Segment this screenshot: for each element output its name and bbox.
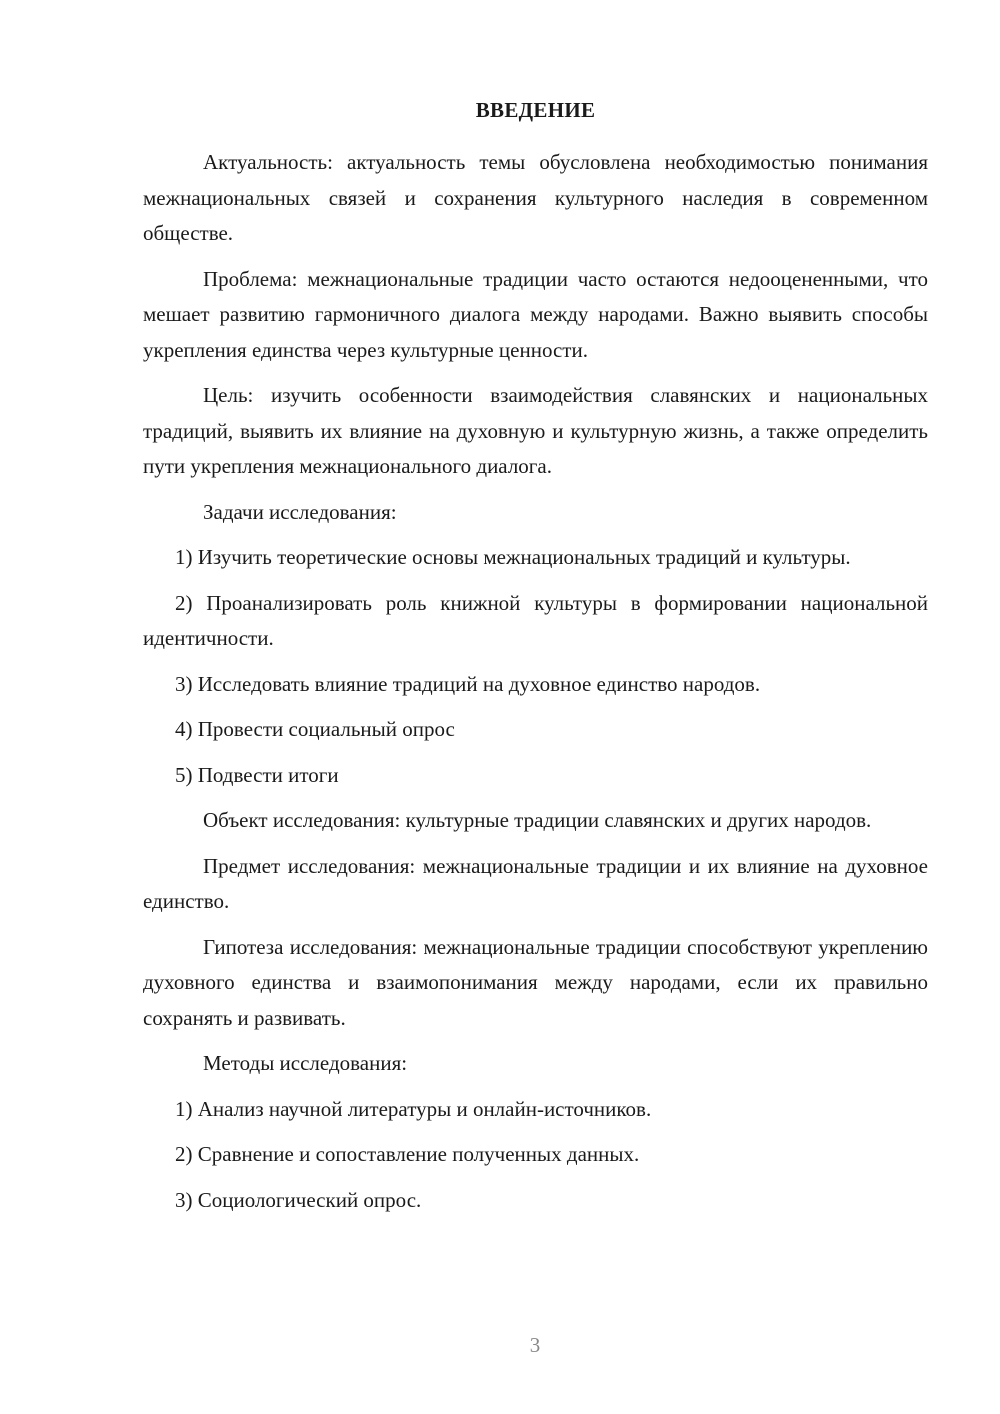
method-item: 1) Анализ научной литературы и онлайн-источников. <box>175 1096 652 1121</box>
task-item: 4) Провести социальный опрос <box>175 717 455 741</box>
goal-paragraph: Цель: изучить особенности взаимодействия славянских и национальных традиций, выявить их влияние на духовную и культурную жизнь, а также определить пути укрепления межнационального диалога. <box>143 383 928 478</box>
task-item: 1) Изучить теоретические основы межнациональных традиций и культуры. <box>175 545 851 569</box>
task-item: 3) Исследовать влияние традиций на духовное единство народов. <box>175 671 761 696</box>
section-title: ВВЕДЕНИЕ <box>475 98 596 122</box>
relevance-paragraph: Актуальность: актуальность темы обусловлена необходимостью понимания межнациональных связей и сохранения культурного наследия в современном обществе. <box>143 150 928 245</box>
methods-heading: Методы исследования: <box>203 1051 408 1075</box>
subject-paragraph: Предмет исследования: межнациональные традиции и их влияние на духовное единство. <box>143 853 928 913</box>
task-item: 2) Проанализировать роль книжной культуры в формировании национальной идентичности. <box>143 590 928 650</box>
method-item: 3) Социологический опрос. <box>175 1187 422 1212</box>
hypothesis-paragraph: Гипотеза исследования: межнациональные традиции способствуют укреплению духовного единства и взаимопонимания между народами, если их правильно сохранять и развивать. <box>143 934 928 1030</box>
object-paragraph: Объект исследования: культурные традиции славянских и других народов. <box>203 808 872 832</box>
method-item: 2) Сравнение и сопоставление полученных данных. <box>175 1142 640 1166</box>
tasks-heading: Задачи исследования: <box>203 499 397 524</box>
problem-paragraph: Проблема: межнациональные традиции часто остаются недооцененными, что мешает развитию гармоничного диалога между народами. Важно выявить способы укрепления единства через культурные ценности. <box>143 266 928 362</box>
document-body <box>143 95 928 1228</box>
page-number: 3 <box>529 1333 541 1357</box>
task-item: 5) Подвести итоги <box>175 762 339 787</box>
